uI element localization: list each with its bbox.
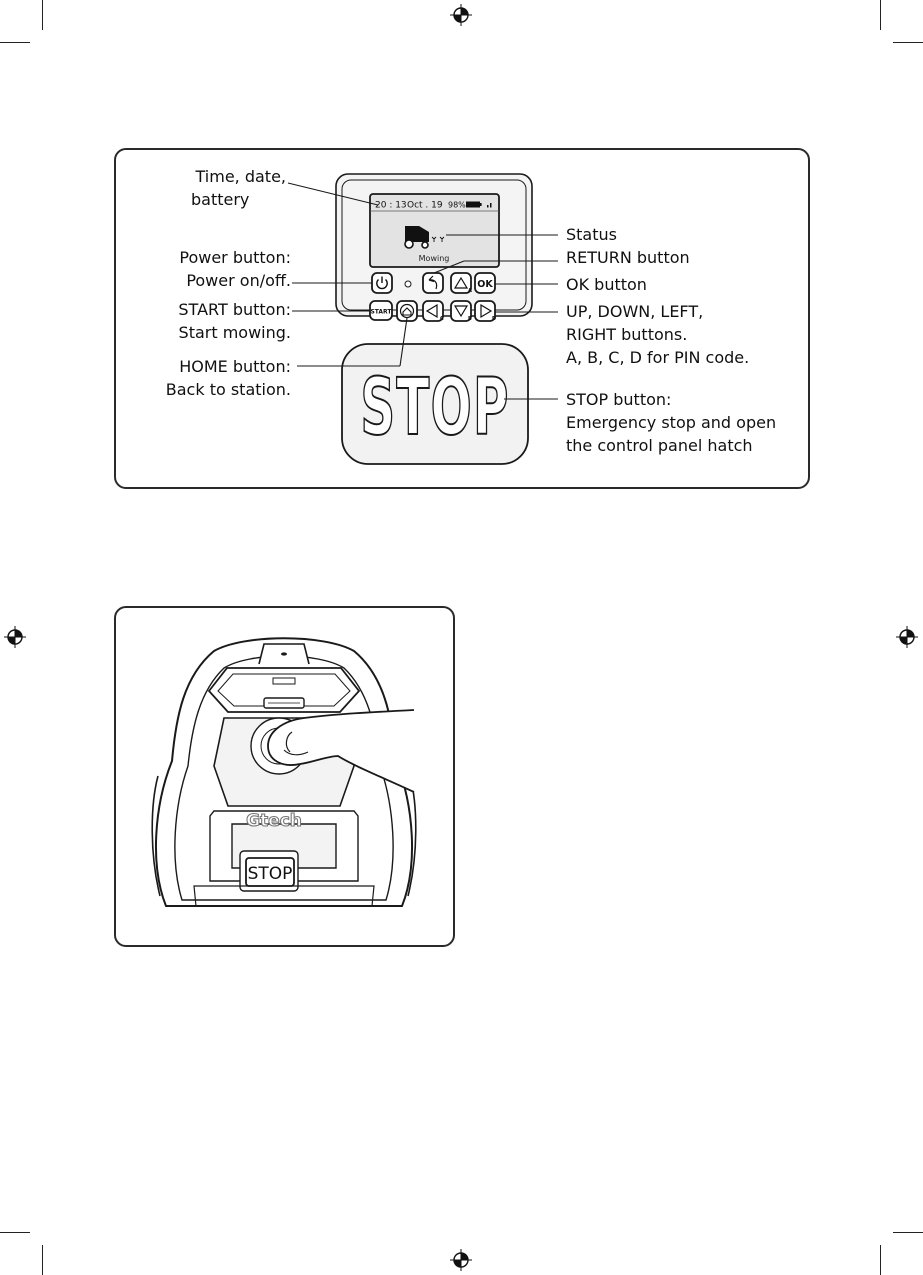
callout-power-button: Power button: Power on/off. — [179, 248, 291, 290]
registration-mark-right — [896, 626, 918, 648]
return-button — [423, 273, 443, 293]
callout-return-button: RETURN button — [566, 248, 690, 267]
stop-label-text: STOP — [247, 864, 293, 884]
up-sub-text: A — [468, 288, 472, 294]
indicator-led — [405, 281, 411, 287]
callout-status: Status — [566, 225, 617, 244]
lcd-status: Mowing — [418, 254, 450, 263]
brand-logo: Gtech — [246, 811, 302, 831]
lcd-date: Oct . 19 — [407, 200, 443, 211]
down-sub-text: B — [468, 316, 472, 322]
battery-icon — [466, 202, 482, 208]
stop-text: STOP — [360, 363, 510, 454]
registration-mark-top — [450, 4, 472, 26]
stop-button — [342, 344, 528, 464]
callout-arrow-buttons: UP, DOWN, LEFT, RIGHT buttons. A, B, C, D for PIN code. — [566, 302, 750, 367]
callout-home-button: HOME button: Back to station. — [165, 357, 291, 399]
ok-text: OK — [477, 279, 493, 290]
mower-drawing — [114, 606, 455, 947]
start-text: START — [370, 308, 392, 316]
lcd-time: 20 : 13 — [375, 200, 407, 211]
start-button — [370, 301, 392, 320]
left-sub-text: C — [440, 316, 444, 322]
lcd-battery-percent: 98% — [448, 200, 466, 210]
power-button — [372, 273, 392, 293]
callout-time-date-battery-line2: battery — [191, 190, 250, 209]
right-sub-text: D — [492, 316, 497, 322]
right-button — [475, 301, 496, 322]
callout-stop-button: STOP button: Emergency stop and open the control panel hatch — [566, 390, 777, 455]
down-button — [451, 301, 472, 322]
callout-time-date-battery: Time, date, — [195, 167, 286, 186]
left-button — [423, 301, 444, 322]
callout-start-button: START button: Start mowing. — [178, 300, 291, 342]
registration-mark-bottom — [450, 1249, 472, 1271]
up-button — [451, 273, 472, 294]
registration-mark-left — [4, 626, 26, 648]
callout-ok-button: OK button — [566, 275, 647, 294]
ok-button — [475, 273, 495, 293]
